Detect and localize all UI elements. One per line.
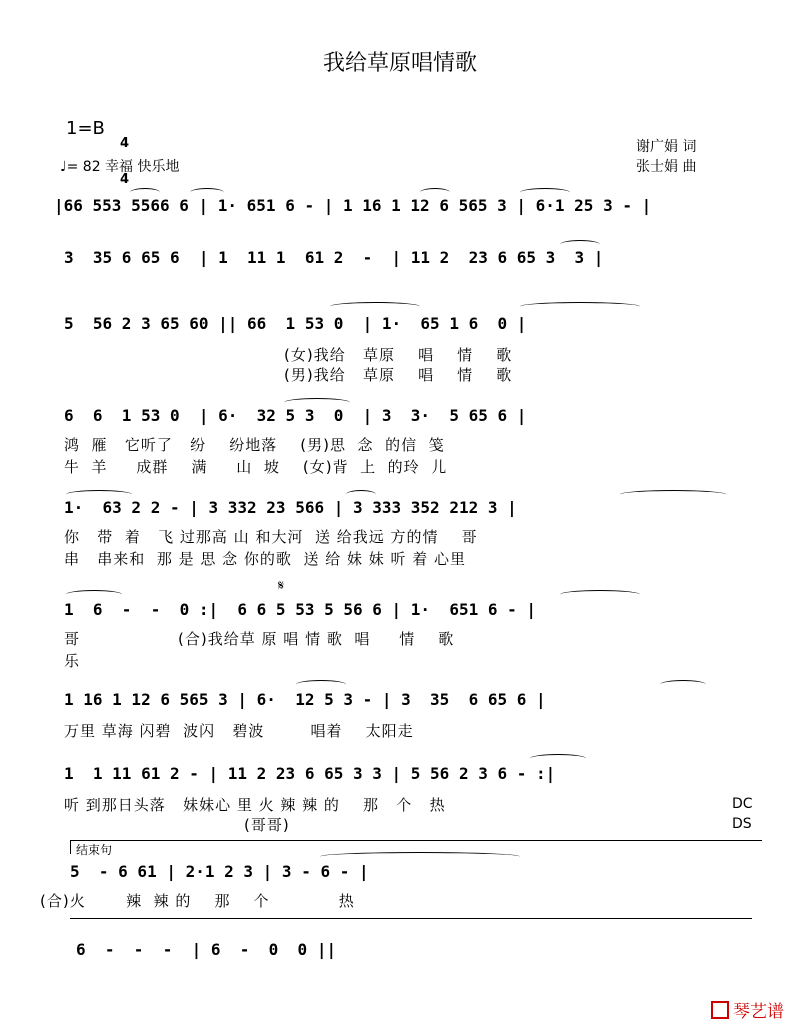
notation-row-6: 1 6 - - 0 :| 6 6 5 53 5 56 6 | 1· 651 6 - | [64, 600, 537, 619]
notation-row-4: 6 6 1 53 0 | 6· 32 5 3 0 | 3 3· 5 65 6 | [64, 406, 527, 425]
slur [346, 490, 376, 499]
notation-row-3: 5 56 2 3 65 60 || 66 1 53 0 | 1· 65 1 6 0 | [64, 314, 527, 333]
slur [520, 188, 570, 197]
slur [660, 680, 706, 689]
slur [296, 680, 346, 689]
ending-bracket-edge [70, 840, 71, 854]
slur [320, 852, 520, 861]
lyric-line: 万里 草海 闪碧 波闪 碧波 唱着 太阳走 [64, 722, 414, 740]
slur [560, 590, 640, 599]
slur [620, 490, 726, 499]
lyric-line: (哥哥) [244, 816, 290, 834]
tempo-marking [60, 156, 180, 176]
notation-row-8: 1 1 11 61 2 - | 11 2 23 6 65 3 3 | 5 56 2 3 6 - :| [64, 764, 556, 783]
ds-mark: DS [732, 816, 752, 832]
logo-text: 琴艺谱 [733, 1002, 784, 1022]
lyric-line: 鸿 雁 它听了 纷 纷地落 (男)思 念 的信 笺 [64, 436, 445, 454]
notation-row-9: 5 - 6 61 | 2·1 2 3 | 3 - 6 - | [70, 862, 369, 881]
ending-bracket-line [70, 840, 762, 841]
staff-separator [70, 918, 752, 919]
composer: 张士娟 曲 [636, 159, 697, 175]
lyric-line: 哥 (合)我给草 原 唱 情 歌 唱 情 歌 [64, 630, 455, 648]
tempo-text: = 82 幸福 快乐地 [66, 159, 180, 175]
lyric-line: 听 到那日头落 妹妹心 里 火 辣 辣 的 那 个 热 [64, 796, 446, 814]
slur [130, 188, 160, 197]
slur [420, 188, 450, 197]
slur [284, 398, 350, 407]
segno-icon: 𝄋 [278, 578, 285, 594]
time-sig-bottom: 4 [120, 172, 130, 187]
lyric-line: 牛 羊 成群 满 山 坡 (女)背 上 的玲 儿 [64, 458, 448, 476]
lyric-line: (男)我给 草原 唱 情 歌 [284, 366, 513, 384]
notation-row-10: 6 - - - | 6 - 0 0 || [76, 940, 337, 959]
ending-label: 结束句 [76, 843, 113, 857]
slur [66, 590, 122, 599]
slur [66, 490, 132, 499]
slur [560, 240, 600, 249]
slur [330, 302, 420, 311]
song-title: 我给草原唱情歌 [322, 51, 477, 76]
notation-row-5: 1· 63 2 2 - | 3 332 23 566 | 3 333 352 212 3 | [64, 498, 517, 517]
lyric-line: (女)我给 草原 唱 情 歌 [284, 346, 513, 364]
notation-row-2: 3 35 6 65 6 | 1 11 1 61 2 - | 11 2 23 6 65 3 3 | [64, 248, 604, 267]
lyricist: 谢广娟 词 [636, 139, 697, 155]
slur [190, 188, 224, 197]
quarter-note-icon: ♩ [60, 159, 67, 175]
time-sig-top: 4 [120, 136, 130, 151]
lyric-line: 串 串来和 那 是 思 念 你的歌 送 给 妹 妹 听 着 心里 [64, 550, 467, 568]
notation-row-1: |66 553 5566 6 | 1· 651 6 - | 1 16 1 12 6 565 3 | 6·1 25 3 - | [54, 196, 652, 215]
notation-row-7: 1 16 1 12 6 565 3 | 6· 12 5 3 - | 3 35 6 65 6 | [64, 690, 546, 709]
lyric-line: (合)火 辣 辣 的 那 个 热 [40, 892, 355, 910]
lyric-line: 你 带 着 飞 过那高 山 和大河 送 给我远 方的情 哥 [64, 528, 478, 546]
dc-mark: DC [732, 796, 753, 812]
slur [530, 754, 586, 763]
logo-icon [711, 1001, 729, 1019]
site-logo [711, 997, 784, 1022]
key-signature: 1=B [66, 118, 105, 139]
lyric-line: 乐 [64, 652, 81, 670]
slur [520, 302, 640, 311]
